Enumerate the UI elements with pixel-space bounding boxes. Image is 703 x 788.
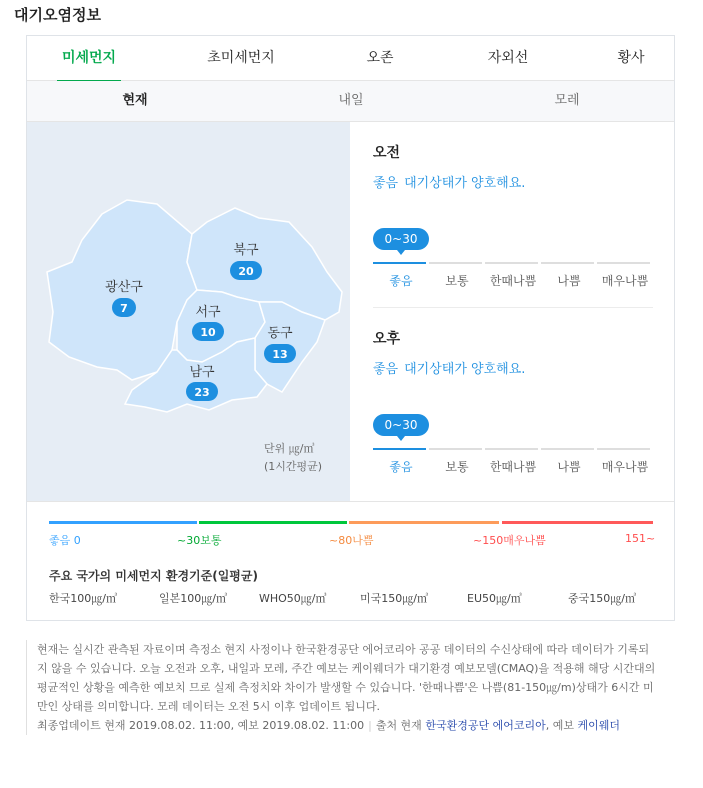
district-map [27, 122, 350, 501]
scale-segment [541, 262, 594, 264]
tab-uv[interactable]: 자외선 [487, 50, 529, 66]
district-value-gwangsan: 7 [120, 302, 128, 315]
forecast-am-scale [373, 262, 653, 292]
standard-japan: 일본100㎍/㎥ [159, 592, 227, 605]
subtab-now[interactable]: 현재 [122, 93, 148, 108]
subtab-day-after[interactable]: 모레 [554, 93, 580, 108]
page-title: 대기오염정보 [14, 6, 101, 24]
source-link-kweather[interactable]: 케이웨더 [577, 719, 620, 732]
scale-segment [373, 448, 426, 450]
legend-bar-bad [349, 521, 499, 524]
source-link-airkorea[interactable]: 한국환경공단 에어코리아 [425, 719, 546, 732]
standard-china: 중국150㎍/㎥ [568, 592, 636, 605]
tab-fine-dust[interactable]: 미세먼지 [57, 36, 121, 81]
legend-label-very-bad: ~150매우나쁨 [473, 534, 546, 547]
forecast-divider [373, 307, 653, 308]
legend-label-max: 151~ [625, 532, 656, 545]
legend-label-normal: ~30보통 [177, 534, 222, 547]
time-subtabs [27, 81, 674, 122]
scale-segment [485, 448, 538, 450]
scale-segment [429, 448, 482, 450]
scale-label-very-bad: 매우나쁨 [601, 460, 649, 474]
district-value-buk: 20 [238, 265, 254, 278]
subtab-tomorrow[interactable]: 내일 [338, 93, 364, 108]
notice-text: 현재는 실시간 관측된 자료이며 측정소 현지 사정이나 한국환경공단 에어코리아 공공 데이터의 수신상태에 따라 데이터가 기록되지 않을 수 있습니다. 오늘 오전과 오후, 내일과 모레, 주간 예보는 케이웨더가 대기환경 예보모델(CMAQ)을 적용해 해당 시간대의 평균적인 상황을 예측한 예보치 므로 실제 측정치와 차이가 발생할 수 있습니다. '한때나쁨'은 나쁨(81-150㎍/m)상태가 6시간 미만인 상태를 의미합니다. 모레 데이터는 오전 5시 이후 업데이트 됩니다. [37, 643, 656, 713]
scale-segment [597, 262, 650, 264]
separator: | [368, 719, 372, 732]
standard-korea: 한국100㎍/㎥ [49, 592, 117, 605]
unit-note [264, 440, 322, 476]
source-prefix: 출처 현재 [375, 719, 422, 732]
tab-yellow-dust[interactable]: 황사 [617, 50, 645, 66]
forecast-pm-range-badge: 0~30 [373, 414, 429, 436]
scale-label-bad: 나쁨 [557, 460, 581, 474]
scale-label-very-bad: 매우나쁨 [601, 274, 649, 288]
scale-label-bad: 나쁨 [557, 274, 581, 288]
forecast-am-status [373, 172, 653, 191]
notice-meta [37, 716, 657, 735]
forecast-am-grade: 좋음 [373, 176, 399, 191]
tab-ultrafine-dust[interactable]: 초미세먼지 [207, 50, 275, 66]
forecast-pm-title: 오후 [373, 331, 401, 347]
legend-bar-very-bad [502, 521, 653, 524]
scale-label-temp-bad: 한때나쁨 [489, 274, 537, 288]
forecast-pm-message: 대기상태가 양호해요. [404, 362, 526, 377]
source-middle: , 예보 [545, 719, 574, 732]
scale-label-normal: 보통 [445, 274, 469, 288]
scale-segment [541, 448, 594, 450]
forecast-pm-grade: 좋음 [373, 362, 399, 377]
forecast-am-title: 오전 [373, 145, 401, 161]
district-value-dong: 13 [272, 348, 288, 361]
scale-segment [373, 262, 426, 264]
tab-ozone[interactable]: 오존 [366, 50, 394, 66]
standard-usa: 미국150㎍/㎥ [360, 592, 428, 605]
unit-line: 단위 ㎍/㎥ [264, 442, 315, 455]
scale-label-normal: 보통 [445, 460, 469, 474]
update-time: 최종업데이트 현재 2019.08.02. 11:00, 예보 2019.08.02. 11:00 [37, 719, 365, 732]
district-label-buk: 북구 [233, 243, 259, 258]
scale-label-temp-bad: 한때나쁨 [489, 460, 537, 474]
scale-segment [429, 262, 482, 264]
standards-title: 주요 국가의 미세먼지 환경기준(일평균) [49, 569, 258, 583]
forecast-am-range-badge: 0~30 [373, 228, 429, 250]
district-label-gwangsan: 광산구 [105, 280, 143, 295]
legend-label-bad: ~80나쁨 [329, 534, 374, 547]
legend-label-good: 좋음 0 [49, 534, 81, 547]
district-value-nam: 23 [194, 386, 210, 399]
air-quality-panel [26, 35, 675, 621]
standard-eu: EU50㎍/㎥ [467, 592, 522, 605]
standard-who: WHO50㎍/㎥ [259, 592, 327, 605]
scale-label-good: 좋음 [389, 460, 413, 474]
district-label-nam: 남구 [189, 365, 215, 380]
district-label-dong: 동구 [267, 326, 293, 341]
forecast-am-message: 대기상태가 양호해요. [404, 176, 526, 191]
forecast-pm-status [373, 358, 653, 377]
district-label-seo: 서구 [195, 305, 221, 320]
scale-segment [485, 262, 538, 264]
average-line: (1시간평균) [264, 460, 323, 473]
forecast-pm-scale [373, 448, 653, 478]
district-value-seo: 10 [200, 326, 216, 339]
pollutant-tabs [27, 36, 674, 81]
legend-bar-good [49, 521, 197, 524]
legend-area [27, 501, 674, 621]
data-notice [26, 640, 675, 735]
forecast-am [373, 142, 653, 302]
scale-label-good: 좋음 [389, 274, 413, 288]
scale-segment [597, 448, 650, 450]
forecast-pm [373, 328, 653, 488]
legend-bar-normal [199, 521, 347, 524]
